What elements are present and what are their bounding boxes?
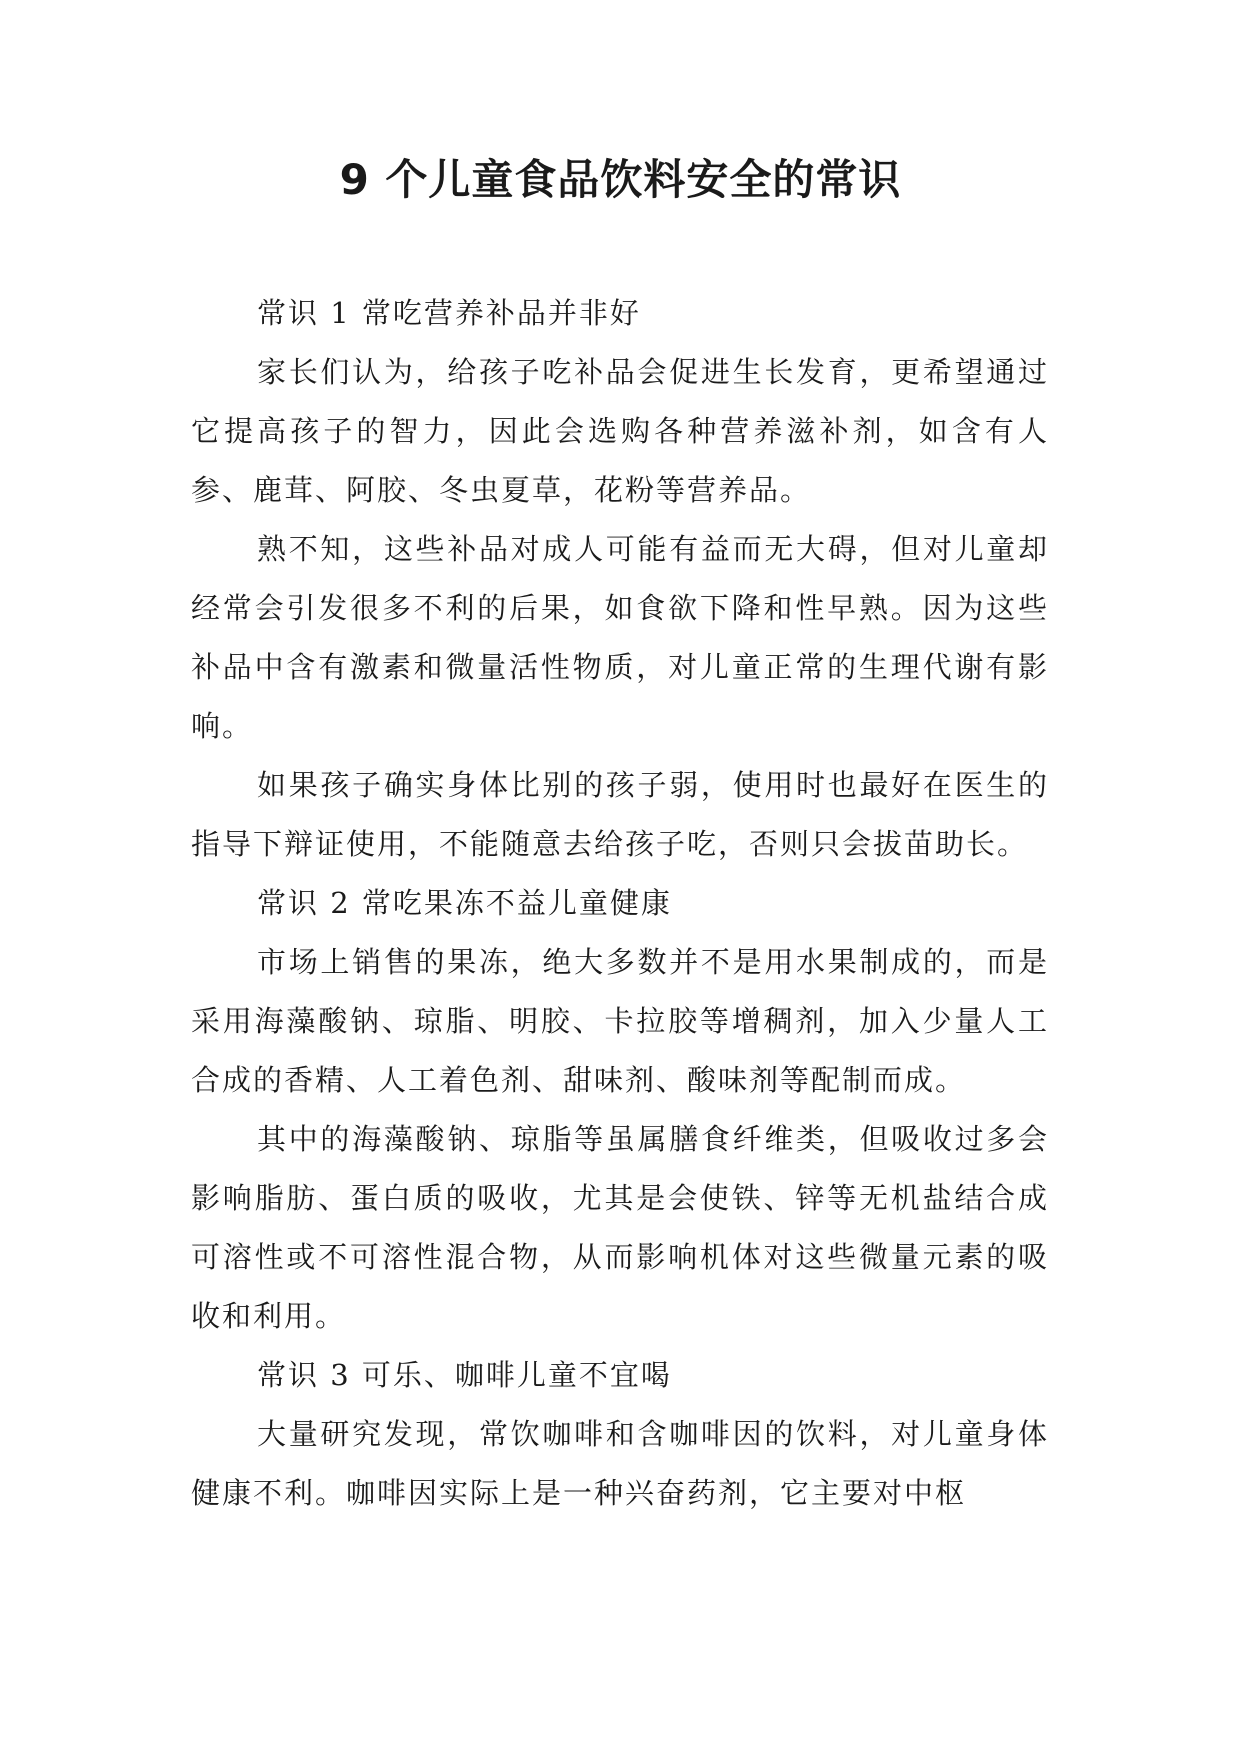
document-body — [191, 284, 1049, 1523]
paragraph: 大量研究发现，常饮咖啡和含咖啡因的饮料，对儿童身体健康不利。咖啡因实际上是一种兴奋药剂，它主要对中枢 — [191, 1417, 1049, 1510]
section-heading-1: 常识 1 常吃营养补品并非好 — [257, 296, 641, 330]
section-heading-2: 常识 2 常吃果冻不益儿童健康 — [257, 886, 672, 920]
paragraph: 如果孩子确实身体比别的孩子弱，使用时也最好在医生的指导下辩证使用，不能随意去给孩子吃，否则只会拔苗助长。 — [191, 768, 1049, 861]
paragraph: 熟不知，这些补品对成人可能有益而无大碍，但对儿童却经常会引发很多不利的后果，如食欲下降和性早熟。因为这些补品中含有激素和微量活性物质，对儿童正常的生理代谢有影响。 — [191, 532, 1049, 743]
paragraph: 家长们认为，给孩子吃补品会促进生长发育，更希望通过它提高孩子的智力，因此会选购各种营养滋补剂，如含有人参、鹿茸、阿胶、冬虫夏草，花粉等营养品。 — [191, 355, 1049, 507]
section-heading-3: 常识 3 可乐、咖啡儿童不宜喝 — [257, 1358, 672, 1392]
paragraph: 其中的海藻酸钠、琼脂等虽属膳食纤维类，但吸收过多会影响脂肪、蛋白质的吸收，尤其是会使铁、锌等无机盐结合成可溶性或不可溶性混合物，从而影响机体对这些微量元素的吸收和利用。 — [191, 1122, 1049, 1333]
paragraph: 市场上销售的果冻，绝大多数并不是用水果制成的，而是采用海藻酸钠、琼脂、明胶、卡拉胶等增稠剂，加入少量人工合成的香精、人工着色剂、甜味剂、酸味剂等配制而成。 — [191, 945, 1049, 1097]
document-title: 9 个儿童食品饮料安全的常识 — [339, 155, 902, 204]
